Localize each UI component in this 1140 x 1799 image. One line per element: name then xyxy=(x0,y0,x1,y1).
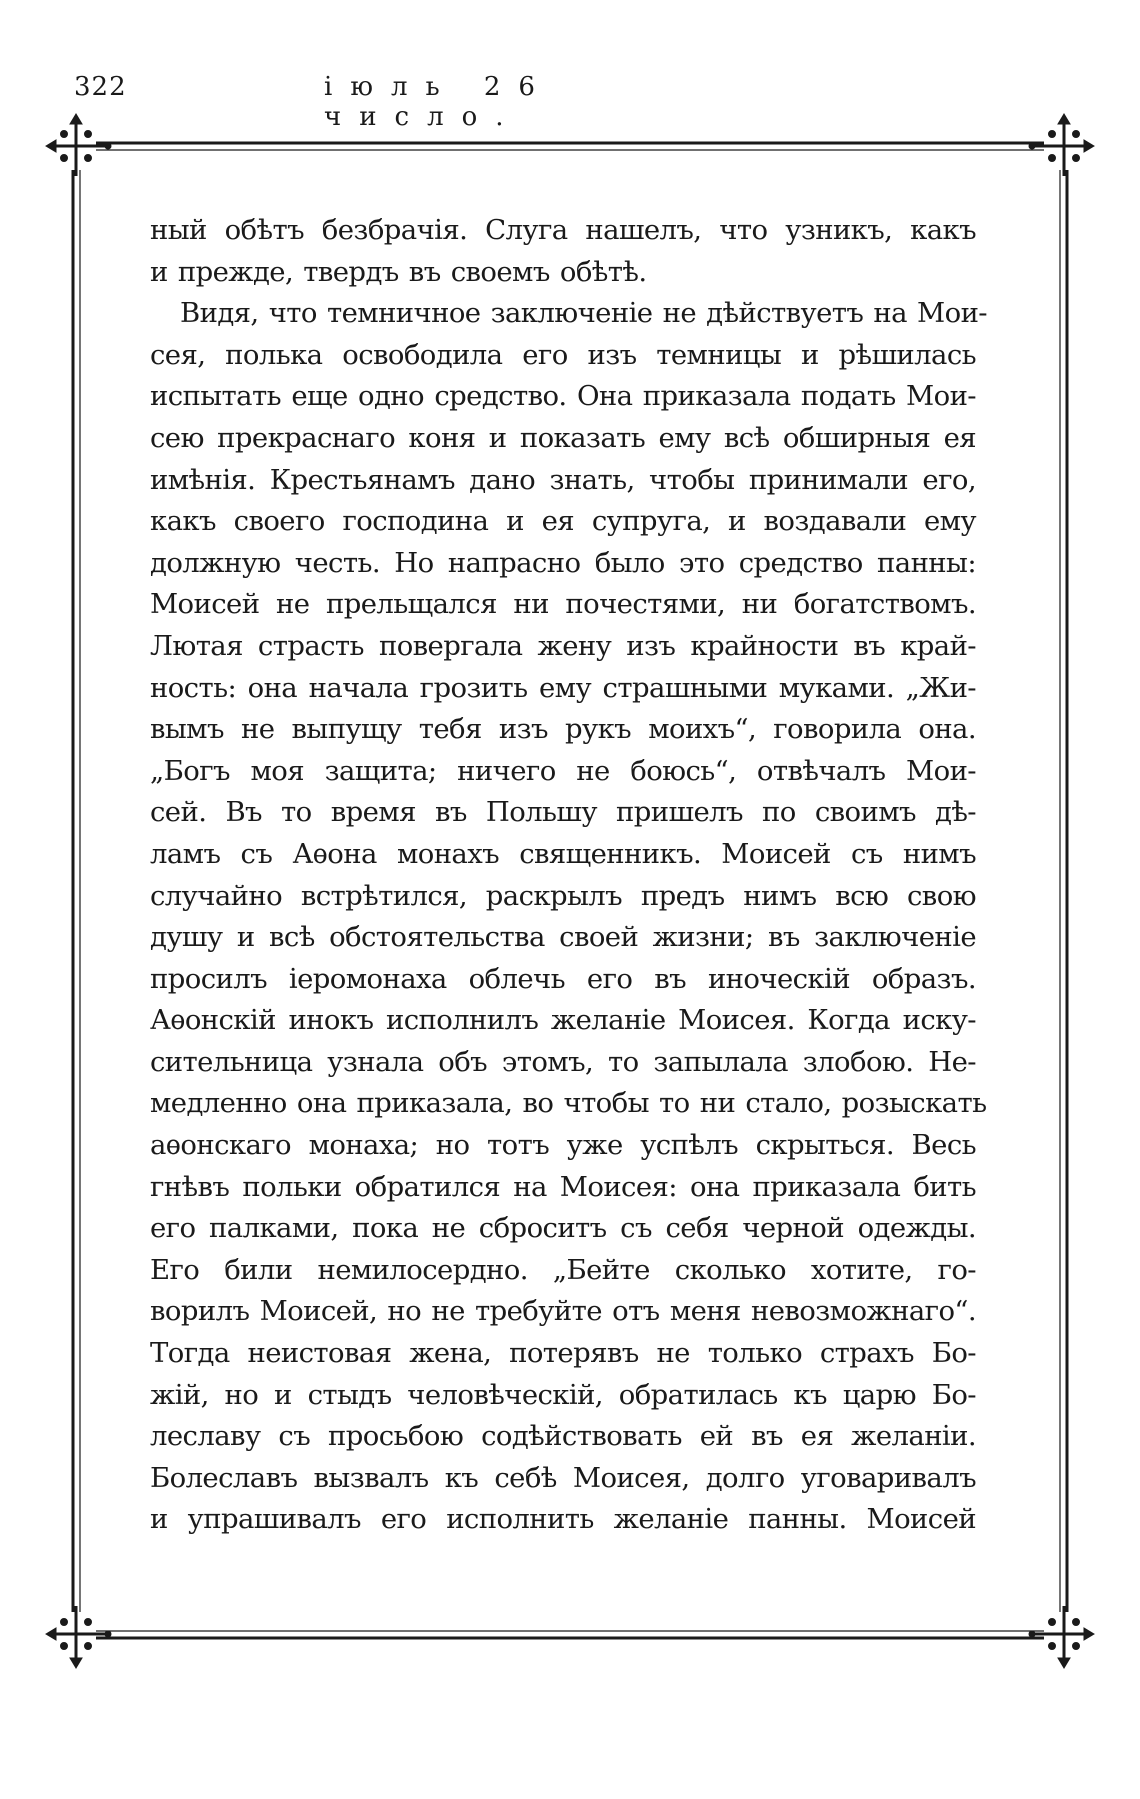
text-line: сею прекраснаго коня и показать ему всѣ обширныя ея xyxy=(150,421,976,454)
text-line: леславу съ просьбою содѣйствовать ей въ ея желаніи. xyxy=(150,1420,976,1453)
text-line: сея, полька освободила его изъ темницы и рѣшилась xyxy=(150,338,976,371)
text-line: ворилъ Моисей, но не требуйте отъ меня невозможнаго“. xyxy=(150,1295,976,1328)
text-line: ламъ съ Аѳона монахъ священникъ. Моисей съ нимъ xyxy=(150,837,976,870)
running-head: іюль 26 число. xyxy=(324,72,553,132)
text-line: ный обѣтъ безбрачія. Слуга нашелъ, что узникъ, какъ xyxy=(150,214,976,246)
text-line: Лютая страсть повергала жену изъ крайности въ край- xyxy=(150,629,976,662)
text-line: жій, но и стыдъ человѣческій, обратилась къ царю Бо- xyxy=(150,1378,976,1411)
text-line: Тогда неистовая жена, потерявъ не только страхъ Бо- xyxy=(150,1337,976,1370)
text-line: медленно она приказала, во чтобы то ни стало, розыскать xyxy=(150,1087,987,1120)
text-line: Моисей не прельщался ни почестями, ни богатствомъ. xyxy=(150,588,976,621)
text-line: просилъ іеромонаха облечь его въ иноческій образъ. xyxy=(150,962,976,995)
page-number: 322 xyxy=(74,72,127,102)
text-line: и прежде, твердъ въ своемъ обѣтѣ. xyxy=(150,255,647,288)
text-line: имѣнія. Крестьянамъ дано знать, чтобы принимали его, xyxy=(150,463,976,496)
text-line: должную честь. Но напрасно было это средство панны: xyxy=(150,546,976,579)
text-line: аѳонскаго монаха; но тотъ уже успѣлъ скрыться. Весь xyxy=(150,1129,976,1162)
text-line: душу и всѣ обстоятельства своей жизни; въ заключеніе xyxy=(150,921,976,954)
text-line: Его били немилосердно. „Бейте сколько хотите, го- xyxy=(150,1253,976,1286)
corner-ornament-top-left xyxy=(46,114,111,176)
text-body xyxy=(150,210,987,1541)
text-line: сительница узнала объ этомъ, то запылала злобою. Не- xyxy=(150,1045,976,1078)
text-line: испытать еще одно средство. Она приказала подать Мои- xyxy=(150,380,976,413)
text-line: его палками, пока не сброситъ съ себя черной одежды. xyxy=(150,1212,976,1245)
text-line: какъ своего господина и ея супруга, и воздавали ему xyxy=(150,505,976,538)
text-line: и упрашивалъ его исполнить желаніе панны. Моисей xyxy=(150,1503,976,1536)
corner-ornament-top-right xyxy=(1029,114,1094,176)
text-line: Аѳонскій инокъ исполнилъ желаніе Моисея. Когда иску- xyxy=(150,1004,976,1037)
text-line: Болеславъ вызвалъ къ себѣ Моисея, долго уговаривалъ xyxy=(150,1461,976,1494)
text-line: „Богъ моя защита; ничего не боюсь“, отвѣчалъ Мои- xyxy=(150,754,976,787)
text-line: сей. Въ то время въ Польшу пришелъ по своимъ дѣ- xyxy=(150,796,976,829)
text-line: случайно встрѣтился, раскрылъ предъ нимъ всю свою xyxy=(150,879,976,912)
text-line: Видя, что темничное заключеніе не дѣйствуетъ на Мои- xyxy=(180,297,987,330)
text-line: вымъ не выпущу тебя изъ рукъ моихъ“, говорила она. xyxy=(150,713,976,746)
text-line: гнѣвъ польки обратился на Моисея: она приказала бить xyxy=(150,1170,976,1203)
text-line: ность: она начала грозить ему страшными муками. „Жи- xyxy=(150,671,976,704)
